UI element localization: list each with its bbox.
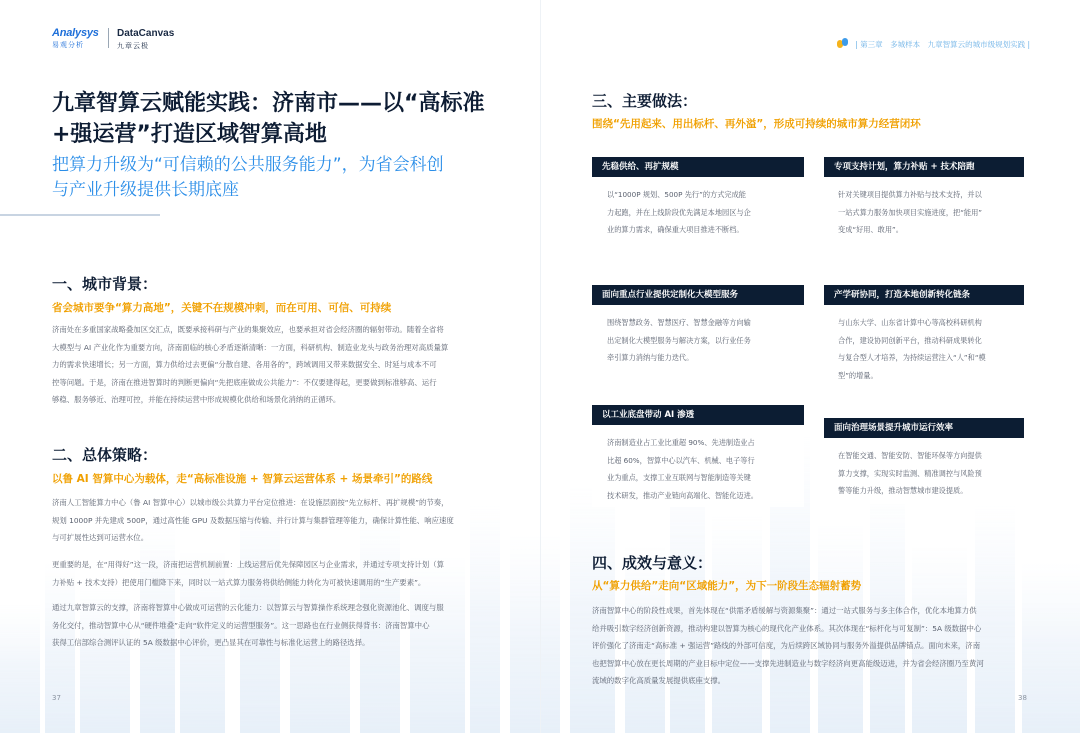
text-line: 变成“好用、敢用”。: [838, 225, 903, 235]
page-subtitle: [52, 153, 492, 203]
section-subheading-background: 省会城市要争“算力高地”，关键不在规模冲刺，而在可用、可信、可持续: [52, 302, 392, 314]
text-line: 评价强化了济南走“高标准 + 强运营”路线的外部可信度，为后续跨区域协同与服务外溢提供品牌锚点。面向未来，济南: [592, 641, 981, 651]
running-head-text: | 第三章 多城样本 九章智算云的城市级规划实践 |: [855, 39, 1030, 49]
card-body: [838, 186, 1018, 239]
running-head: [837, 38, 1030, 50]
title-divider: [0, 214, 160, 216]
text-line: 业的算力需求，确保重大项目推进不断档。: [607, 225, 744, 235]
text-line: 也把智算中心放在更长周期的产业目标中定位——支撑先进制造业与数字经济向更高能级迈进，并为省会经济圈乃至黄河: [592, 658, 984, 668]
text-line: 济南处在多重国家战略叠加区交汇点，既要承接科研与产业的集聚效应，也要承担对省会经济圈的辐射带动。随着全省将: [52, 325, 444, 334]
page-title-line: 九章智算云赋能实践：济南市——以“高标准: [52, 91, 485, 116]
text-line: 力起跑，并在上线阶段优先满足本地园区与企: [607, 207, 751, 217]
text-line: 以“1000P 规划、500P 先行”的方式完成能: [607, 190, 746, 199]
paragraph-results: [592, 602, 1032, 690]
card-title: 面向重点行业提供定制化大模型服务: [592, 285, 804, 305]
card-title: 专项支持计划，算力补贴 + 技术陪跑: [824, 157, 1024, 177]
text-line: 针对关键项目提供算力补贴与技术支持，并以: [838, 190, 982, 199]
text-line: 控等问题。于是，济南在推进智算时的判断更偏向“先把底座做成公共能力”：不仅要建得起，更要做到标准够高、运行: [52, 377, 437, 387]
datacanvas-logo-cn: 九章云极: [117, 42, 149, 50]
text-line: 牵引算力消纳与能力迭代。: [607, 353, 694, 363]
card-body: [838, 447, 1018, 500]
section-subheading-practice: 围绕“先用起来、用出标杆、再外溢”，形成可持续的城市算力经营闭环: [592, 118, 921, 130]
analysys-logo-mark: Analysys: [52, 27, 99, 39]
text-line: 技术研发，推动产业链向高端化、智能化迈进。: [607, 490, 758, 500]
text-line: 获得工信部综合测评认证的 5A 级数据中心评价，更凸显其在可靠性与标准化运营上的路径选择。: [52, 638, 370, 648]
card-title: 以工业底盘带动 AI 渗透: [592, 405, 804, 425]
text-line: 合作，建设协同创新平台，推动科研成果转化: [838, 335, 982, 345]
paragraph-background: [52, 321, 492, 409]
page-subtitle-line: 与产业升级提供长期底座: [52, 180, 239, 200]
text-line: 一站式算力服务加快项目实施进度，把“能用”: [838, 207, 983, 217]
paragraph-strategy-3: [52, 599, 492, 652]
text-line: 与复合型人才培养，为持续运营注入“人”和“模: [838, 353, 986, 363]
text-line: 济南智算中心的阶段性成果，首先体现在“供需矛盾缓解与资源集聚”：通过一站式服务与多主体合作，优化本地算力供: [592, 606, 977, 615]
text-line: 给并吸引数字经济创新资源，推动构建以智算为核心的现代化产业体系。其次体现在“标杆化与可复制”：5A 级数据中心: [592, 623, 982, 633]
text-line: 在智能交通、智能安防、智能环保等方向提供: [838, 451, 982, 460]
page-number-right: 38: [1018, 694, 1027, 702]
paragraph-strategy-1: [52, 494, 492, 547]
card-title: 先稳供给、再扩规模: [592, 157, 804, 177]
page-number-left: 37: [52, 694, 61, 702]
section-heading-results: 四、成效与意义：: [592, 554, 713, 572]
text-line: 比超 60%，智算中心以汽车、机械、电子等行: [607, 455, 755, 465]
text-line: 济南制造业占工业比重超 90%、先进制造业占: [607, 438, 755, 447]
text-line: 业为重点，支撑工业互联网与智能制造等关键: [607, 473, 751, 483]
section-heading-strategy: 二、总体策略：: [52, 446, 158, 464]
text-line: 力的需求快速增长；另一方面，算力供给过去更偏“分散自建、各用各的”，跨域调用又带来数据安全、时延与成本不可: [52, 360, 437, 370]
text-line: 围绕智慧政务、智慧医疗、智慧金融等方向输: [607, 318, 751, 327]
card-body: [607, 434, 797, 504]
datacanvas-mini-icon: [837, 38, 849, 50]
text-line: 与山东大学、山东省计算中心等高校科研机构: [838, 318, 982, 327]
page-title-line: +强运营”打造区域智算高地: [52, 122, 327, 147]
datacanvas-logo: [117, 28, 174, 51]
text-line: 通过九章智算云的支撑，济南将智算中心做成可运营的云化能力：以智算云与智算操作系统理念强化资源池化、调度与服: [52, 603, 444, 612]
text-line: 大模型与 AI 产业化作为重要方向，济南面临的核心矛盾逐渐清晰：一方面，科研机构、制造业龙头与政务治理对高质量算: [52, 342, 449, 352]
text-line: 够稳、服务够近、治理可控，并能在持续运营中形成规模化供给和场景化消纳的正循环。: [52, 395, 341, 405]
card-body: [607, 186, 797, 239]
text-line: 算力支撑，实现实时监测、精准调控与风险预: [838, 468, 982, 478]
text-line: 务化交付，推动智算中心从“硬件堆叠”走向“软件定义的运营型服务”。这一思路也在行业侧获得背书：济南智算中心: [52, 620, 430, 630]
paragraph-strategy-2: [52, 556, 492, 591]
section-heading-practice: 三、主要做法：: [592, 92, 698, 110]
section-subheading-results: 从“算力供给”走向“区域能力”，为下一阶段生态辐射蓄势: [592, 580, 862, 592]
logo-separator: [108, 28, 109, 48]
datacanvas-logo-mark: DataCanvas: [117, 28, 175, 39]
text-line: 更重要的是，在“用得好”这一段，济南把运营机制前置：上线运营后优先保障园区与企业需求，并通过专项支持计划（算: [52, 560, 444, 569]
page-subtitle-line: 把算力升级为“可信赖的公共服务能力”，为省会科创: [52, 155, 444, 175]
section-heading-background: 一、城市背景：: [52, 275, 158, 293]
card-title: 产学研协同，打造本地创新转化链条: [824, 285, 1024, 305]
analysys-logo-cn: 易观分析: [52, 41, 84, 49]
analysys-logo: [52, 27, 104, 50]
page-gutter: [540, 0, 541, 733]
text-line: 流域的数字化高质量发展提供底座支撑。: [592, 676, 726, 686]
card-body: [607, 314, 797, 367]
text-line: 规划 1000P 并先建成 500P，通过高性能 GPU 及数据压缩与传输、并行计算与集群管理等能力，确保计算性能、响应速度: [52, 515, 454, 525]
text-line: 出定制化大模型服务与解决方案，以行业任务: [607, 335, 751, 345]
text-line: 型”的增量。: [838, 370, 878, 380]
page-title: [52, 88, 502, 150]
text-line: 与可扩展性达到可运营水位。: [52, 533, 149, 543]
section-subheading-strategy: 以鲁 AI 智算中心为载体，走“高标准设施 + 智算云运营体系 + 场景牵引”的路线: [52, 473, 433, 485]
text-line: 警等能力升级，推动智慧城市建设提质。: [838, 486, 968, 496]
text-line: 济南人工智能算力中心（鲁 AI 智算中心）以城市级公共算力平台定位推进：在设施层面按“先立标杆、再扩规模”的节奏，: [52, 498, 449, 507]
card-body: [838, 314, 1018, 384]
card-title: 面向治理场景提升城市运行效率: [824, 418, 1024, 438]
text-line: 力补贴 + 技术支持）把使用门槛降下来，同时以一站式算力服务将供给侧能力转化为可被快速调用的“生产要素”。: [52, 577, 426, 587]
